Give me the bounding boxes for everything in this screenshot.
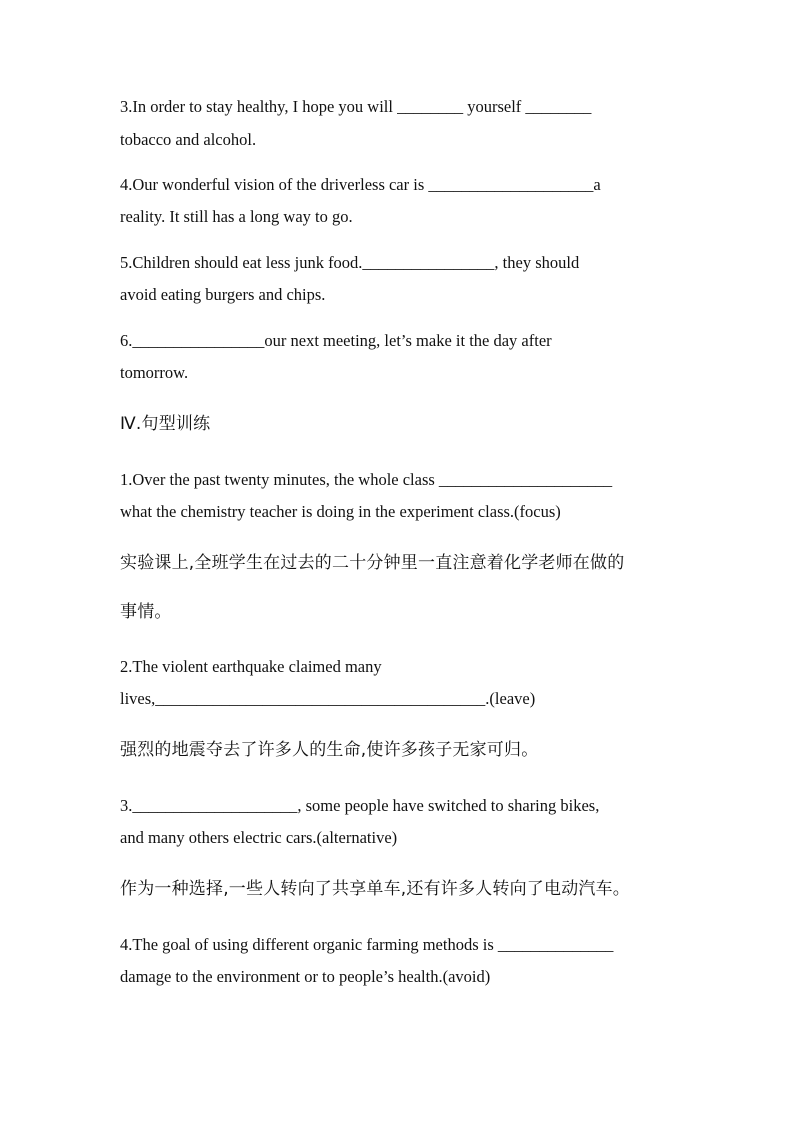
- sentence-2-translation: 强烈的地震夺去了许多人的生命,使许多孩子无家可归。: [120, 740, 539, 760]
- sentence-4-line-2: damage to the environment or to people’s health.(avoid): [120, 967, 491, 986]
- item-5-line-2: avoid eating burgers and chips.: [120, 285, 326, 304]
- item-4-line-1: 4.Our wonderful vision of the driverless car is ____________________a: [120, 175, 601, 194]
- item-3-line-2: tobacco and alcohol.: [120, 130, 257, 149]
- sentence-1-line-2: what the chemistry teacher is doing in the experiment class.(focus): [120, 502, 561, 521]
- item-6-line-1: 6.________________our next meeting, let’s make it the day after: [120, 331, 552, 350]
- item-6-line-2: tomorrow.: [120, 363, 189, 382]
- sentence-4-line-1: 4.The goal of using different organic farming methods is ______________: [120, 935, 614, 954]
- sentence-3-translation: 作为一种选择,一些人转向了共享单车,还有许多人转向了电动汽车。: [120, 879, 631, 899]
- sentence-1-translation-2: 事情。: [120, 602, 172, 622]
- sentence-1-translation-1: 实验课上,全班学生在过去的二十分钟里一直注意着化学老师在做的: [120, 553, 625, 573]
- sentence-2-line-2: lives,________________________________________.(leave): [120, 689, 536, 708]
- sentence-1-line-1: 1.Over the past twenty minutes, the whole class _____________________: [120, 470, 613, 489]
- item-4-line-2: reality. It still has a long way to go.: [120, 207, 353, 226]
- sentence-2-line-1: 2.The violent earthquake claimed many: [120, 657, 382, 676]
- sentence-3-line-2: and many others electric cars.(alternative): [120, 828, 398, 847]
- item-3-line-1: 3.In order to stay healthy, I hope you will ________ yourself ________: [120, 97, 592, 116]
- item-5-line-1: 5.Children should eat less junk food.________________, they should: [120, 253, 580, 272]
- sentence-3-line-1: 3.____________________, some people have switched to sharing bikes,: [120, 796, 600, 815]
- section-title: Ⅳ.句型训练: [120, 414, 211, 434]
